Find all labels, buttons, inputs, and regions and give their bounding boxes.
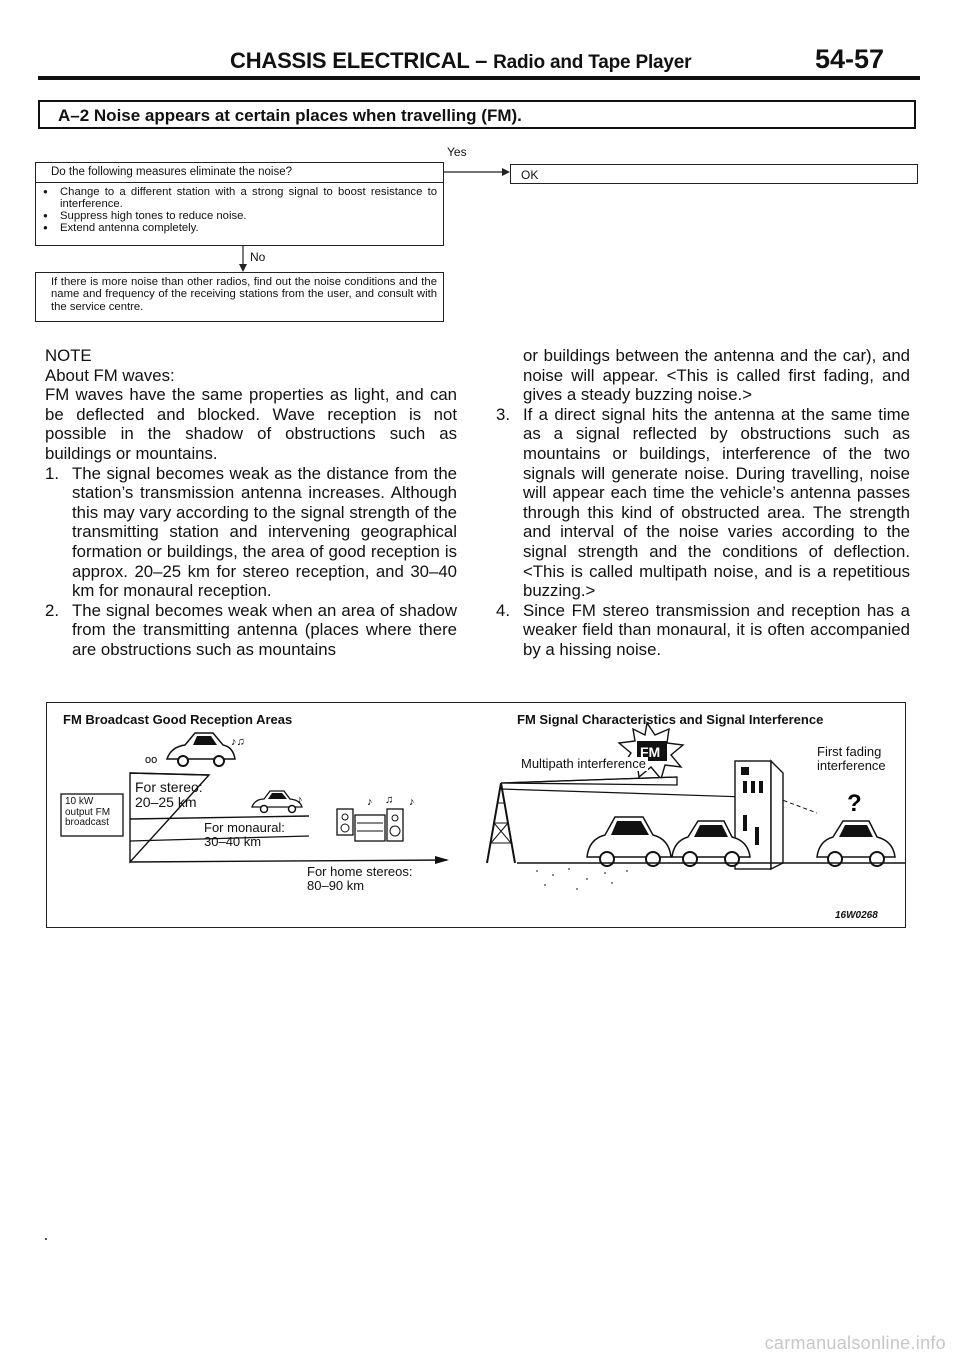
svg-text:♫: ♫ <box>385 794 394 806</box>
small-car-icon <box>252 791 302 813</box>
page-header-title: CHASSIS ELECTRICAL – Radio and Tape Player <box>230 48 692 73</box>
note-right-column <box>496 346 910 660</box>
yes-label: Yes <box>447 145 467 159</box>
note-subheading: About FM waves: <box>45 365 175 385</box>
multipath-label: Multipath interference <box>521 756 647 771</box>
home-range-line <box>130 860 447 862</box>
svg-text:?: ? <box>847 790 862 817</box>
station-label: 10 kW output FM broadcast <box>65 796 111 828</box>
section-title: A–2 Noise appears at certain places when travelling (FM). <box>58 106 522 125</box>
fm-badge-label: FM <box>640 744 661 760</box>
svg-text:♪♫: ♪♫ <box>231 736 245 748</box>
note-item: 1. The signal becomes weak as the distance from the station’s transmission antenna increases. Although this may vary according to the signal strength of the transmitting station and intervening geographical formation or buildings, the area of good reception is approx. 20–25 km for stereo reception, and 30–40 km for monaural reception. <box>45 463 457 601</box>
note-heading: NOTE <box>45 346 92 365</box>
note-item: 4. Since FM stereo transmission and reception has a weaker field than monaural, it is often accompanied by a hissing noise. <box>496 600 910 659</box>
stereo-range-label: For stereo: 20–25 km <box>135 779 203 810</box>
svg-text:♪: ♪ <box>367 796 373 808</box>
question-box <box>35 162 444 246</box>
figure-left-title: FM Broadcast Good Reception Areas <box>63 712 293 727</box>
mono-range-label: For monaural: 30–40 km <box>204 820 285 849</box>
figure-right-title: FM Signal Characteristics and Signal Interference <box>517 712 824 727</box>
no-result-box: If there is more noise than other radios, find out the noise conditions and the name and frequency of the receiving stations from the user, and consult with the service centre. <box>35 272 444 322</box>
mono-range-line <box>130 816 309 819</box>
reception-areas-illustration <box>47 703 477 927</box>
note-left-column <box>45 346 457 660</box>
figure-box <box>46 702 906 928</box>
note-item: 3. If a direct signal hits the antenna at the same time as a signal reflected by obstructions such as mountains or buildings, interference of the two signals will generate noise. During travelling, noise will appear each time the vehicle’s antenna passes through this kind of obstructed area. The strength and interval of the noise varies according to the signal strength and the conditions of deflection. <This is called multipath noise, and is a repetitious buzzing.> <box>496 404 910 601</box>
signal-interference-illustration <box>477 703 905 927</box>
note-item: 2. The signal becomes weak when an area of shadow from the transmitting antenna (places where there are obstructions such as mountains <box>45 600 457 659</box>
page-number: 54-57 <box>815 44 885 74</box>
ok-box: OK <box>510 164 918 184</box>
car-icon <box>817 790 895 866</box>
car-icon <box>587 817 671 866</box>
measure-item: ● Suppress high tones to reduce noise. <box>60 210 437 222</box>
figure-code: 16W0268 <box>835 910 878 921</box>
fading-label: First fading interference <box>817 744 886 773</box>
note-intro: FM waves have the same properties as light, and can be deflected and blocked. Wave reception is not possible in the shadow of obstructions such as buildings or mountains. <box>45 385 457 463</box>
svg-text:♪: ♪ <box>297 794 303 806</box>
section-title-box <box>38 100 916 129</box>
home-stereo-icon <box>297 794 415 841</box>
tower-icon <box>487 783 515 863</box>
note-item-continued: or buildings between the antenna and the car), and noise will appear. <This is called first fading, and gives a steady buzzing noise.> <box>523 346 910 405</box>
no-arrow <box>236 246 250 272</box>
svg-text:♪: ♪ <box>409 796 415 808</box>
page-speck <box>45 1238 47 1240</box>
question-text: Do the following measures eliminate the noise? <box>36 163 443 183</box>
no-label: No <box>250 250 266 264</box>
yes-arrow <box>440 164 520 184</box>
watermark: carmanualsonline.info <box>764 1333 946 1353</box>
measure-item: ● Extend antenna completely. <box>60 222 437 234</box>
home-range-label: For home stereos: 80–90 km <box>307 864 413 893</box>
header-rule <box>38 76 920 80</box>
measure-item: ● Change to a different station with a strong signal to boost resistance to interference. <box>60 186 437 210</box>
measures-list <box>36 183 443 235</box>
svg-text:oo: oo <box>145 754 158 766</box>
car-icon <box>145 733 245 766</box>
